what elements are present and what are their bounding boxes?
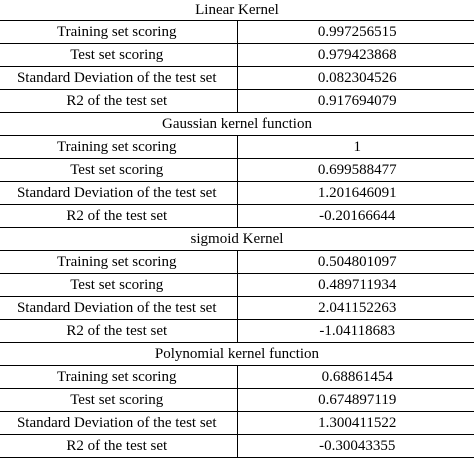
metric-value: 1 (237, 136, 474, 159)
metric-label: Test set scoring (0, 159, 237, 182)
table-row (0, 435, 474, 458)
metric-label: Standard Deviation of the test set (0, 412, 237, 435)
table-row (0, 251, 474, 274)
table-row (0, 182, 474, 205)
section-title: Gaussian kernel function (0, 113, 474, 136)
section-title: Polynomial kernel function (0, 343, 474, 366)
metric-value: 0.504801097 (237, 251, 474, 274)
section-header-polynomial (0, 343, 474, 366)
metric-label: Standard Deviation of the test set (0, 67, 237, 90)
metric-value: 0.997256515 (237, 21, 474, 44)
metric-value: 0.489711934 (237, 274, 474, 297)
metric-label: Standard Deviation of the test set (0, 297, 237, 320)
table-row (0, 90, 474, 113)
table-row (0, 67, 474, 90)
section-title: Linear Kernel (0, 0, 474, 21)
metric-label: Training set scoring (0, 366, 237, 389)
metric-value: -1.04118683 (237, 320, 474, 343)
table-row (0, 320, 474, 343)
table-row (0, 159, 474, 182)
table-row (0, 389, 474, 412)
metric-value: 0.674897119 (237, 389, 474, 412)
metric-label: Test set scoring (0, 44, 237, 67)
metric-label: Training set scoring (0, 251, 237, 274)
section-header-linear (0, 0, 474, 21)
metric-label: Training set scoring (0, 21, 237, 44)
table-row (0, 274, 474, 297)
metric-label: R2 of the test set (0, 205, 237, 228)
metric-label: Standard Deviation of the test set (0, 182, 237, 205)
metric-value: 2.041152263 (237, 297, 474, 320)
metric-value: 0.699588477 (237, 159, 474, 182)
table-row (0, 412, 474, 435)
table-row (0, 297, 474, 320)
metric-label: R2 of the test set (0, 90, 237, 113)
metric-value: 0.68861454 (237, 366, 474, 389)
metric-value: 1.300411522 (237, 412, 474, 435)
metric-value: -0.20166644 (237, 205, 474, 228)
table-row (0, 21, 474, 44)
metric-label: R2 of the test set (0, 320, 237, 343)
metric-label: Training set scoring (0, 136, 237, 159)
metric-value: 0.917694079 (237, 90, 474, 113)
section-header-sigmoid (0, 228, 474, 251)
table-row (0, 205, 474, 228)
section-header-gaussian (0, 113, 474, 136)
metric-value: 0.082304526 (237, 67, 474, 90)
section-title: sigmoid Kernel (0, 228, 474, 251)
table-row (0, 136, 474, 159)
table-row (0, 366, 474, 389)
metric-label: Test set scoring (0, 274, 237, 297)
table-row (0, 44, 474, 67)
metric-value: 1.201646091 (237, 182, 474, 205)
metric-value: -0.30043355 (237, 435, 474, 458)
metric-value: 0.979423868 (237, 44, 474, 67)
metric-label: Test set scoring (0, 389, 237, 412)
metric-label: R2 of the test set (0, 435, 237, 458)
